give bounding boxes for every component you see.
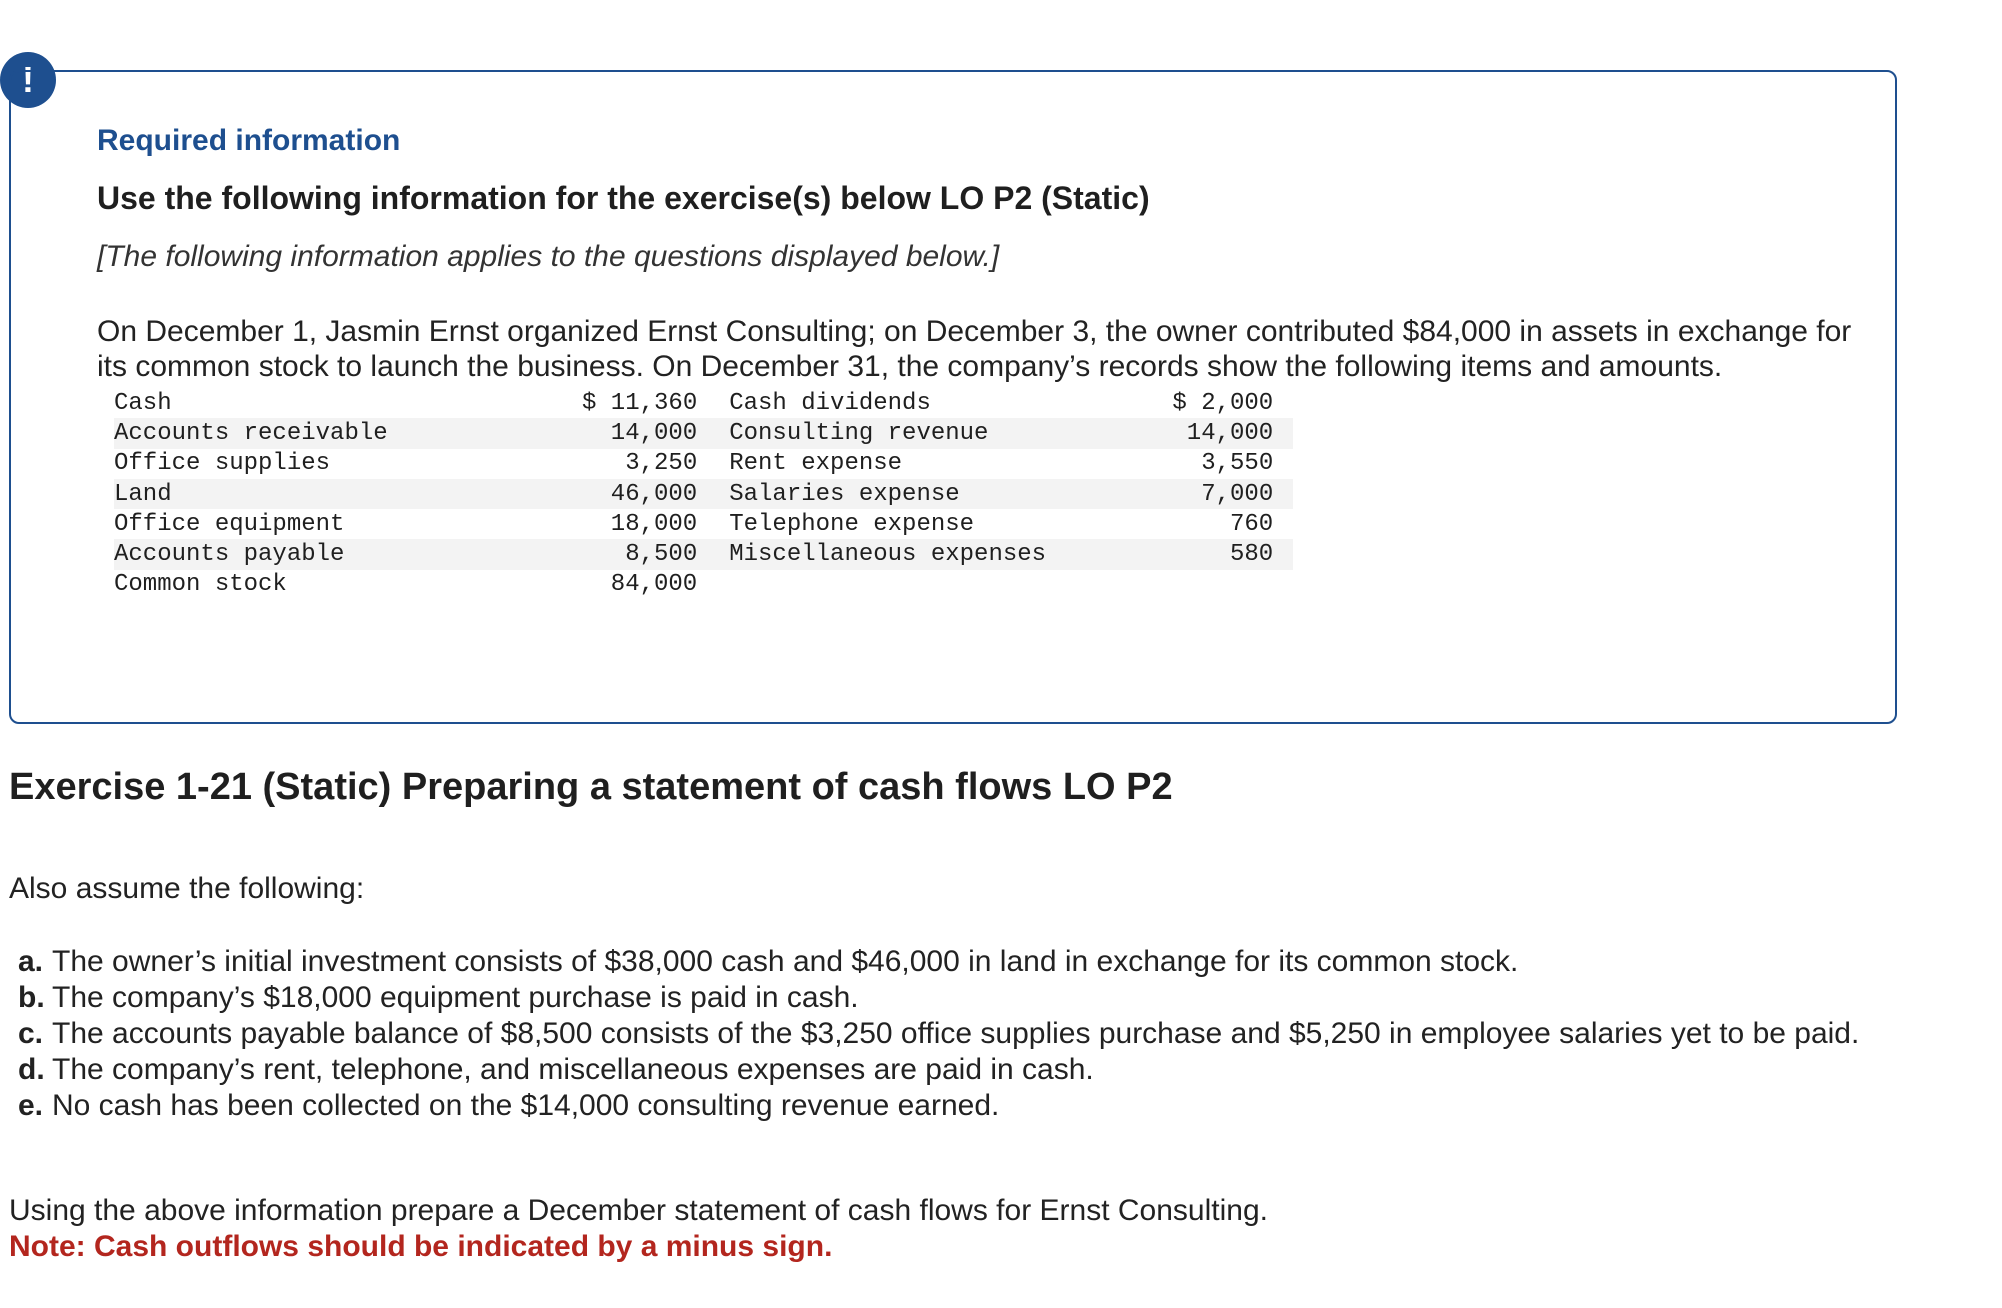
- right-account-amount: [1169, 570, 1273, 600]
- right-account-name: [729, 570, 1169, 600]
- right-account-name: Rent expense: [729, 450, 903, 478]
- applies-note: [The following information applies to the questions displayed below.]: [97, 240, 1000, 273]
- table-row: [114, 449, 1293, 479]
- list-item: [18, 1088, 1898, 1124]
- list-item: [18, 944, 1898, 980]
- left-account-name: Common stock: [114, 571, 287, 599]
- table-row: [114, 479, 1293, 509]
- list-item: [18, 1052, 1898, 1088]
- right-account-name: Telephone expense: [729, 510, 975, 538]
- intro-paragraph: On December 1, Jasmin Ernst organized Ernst Consulting; on December 3, the owner contributed $84,000 in assets in exchange for its common stock to launch the business. On December 31, the company’s records show the following items and amounts.: [97, 315, 1852, 383]
- right-account-amount: 7,000: [1169, 479, 1273, 509]
- left-account-amount: 46,000: [582, 479, 697, 509]
- table-row: [114, 539, 1293, 569]
- assumption-letter: e.: [18, 1089, 44, 1122]
- table-row: [114, 418, 1293, 448]
- list-item: [18, 1016, 1898, 1052]
- left-account-amount: 84,000: [610, 571, 698, 599]
- assumption-letter: a.: [18, 945, 44, 978]
- left-account-name: Accounts receivable: [114, 418, 582, 448]
- table-row: [114, 509, 1293, 539]
- alert-icon: !: [0, 52, 56, 108]
- use-following-information-title: Use the following information for the exercise(s) below LO P2 (Static): [97, 180, 1150, 216]
- note-text: Note: Cash outflows should be indicated by a minus sign.: [9, 1230, 833, 1263]
- left-account-name: Office supplies: [114, 450, 331, 478]
- left-account-amount: 14,000: [582, 418, 697, 448]
- assume-intro: Also assume the following:: [9, 872, 365, 905]
- left-account-name: Cash: [114, 389, 172, 417]
- left-account-amount: 18,000: [610, 510, 698, 538]
- instruction-text: Using the above information prepare a December statement of cash flows for Ernst Consulting.: [9, 1194, 1268, 1227]
- assumption-letter: b.: [18, 981, 45, 1014]
- right-account-name: Consulting revenue: [729, 418, 1169, 448]
- assumption-text: The company’s $18,000 equipment purchase is paid in cash.: [52, 981, 859, 1014]
- assumption-letter: c.: [18, 1017, 44, 1050]
- right-account-name: Miscellaneous expenses: [729, 539, 1169, 569]
- assumption-text: The company’s rent, telephone, and miscellaneous expenses are paid in cash.: [52, 1053, 1094, 1086]
- left-account-amount: $ 11,360: [582, 389, 698, 417]
- assumption-text: The owner’s initial investment consists of $38,000 cash and $46,000 in land in exchange for its common stock.: [52, 945, 1519, 978]
- left-account-name: Accounts payable: [114, 539, 582, 569]
- left-account-name: Land: [114, 479, 582, 509]
- list-item: [18, 980, 1898, 1016]
- right-account-amount: 580: [1169, 539, 1273, 569]
- right-account-amount: 14,000: [1169, 418, 1273, 448]
- exercise-title: Exercise 1-21 (Static) Preparing a statement of cash flows LO P2: [9, 766, 1173, 808]
- table-row: [114, 570, 1293, 600]
- right-account-amount: 760: [1230, 510, 1274, 538]
- assumption-text: No cash has been collected on the $14,000 consulting revenue earned.: [52, 1089, 1000, 1122]
- right-account-amount: 3,550: [1201, 450, 1274, 478]
- right-account-name: Salaries expense: [729, 479, 1169, 509]
- account-balances-table: [114, 388, 1293, 600]
- assumption-letter: d.: [18, 1053, 45, 1086]
- left-account-amount: 3,250: [625, 450, 698, 478]
- required-information-title: Required information: [97, 124, 401, 157]
- right-account-name: Cash dividends: [729, 389, 931, 417]
- table-row: [114, 388, 1293, 418]
- left-account-amount: 8,500: [582, 539, 697, 569]
- right-account-amount: $ 2,000: [1172, 389, 1274, 417]
- assumptions-list: [18, 944, 1898, 1124]
- left-account-name: Office equipment: [114, 510, 345, 538]
- assumption-text: The accounts payable balance of $8,500 consists of the $3,250 office supplies purchase and $5,250 in employee salaries yet to be paid.: [52, 1017, 1860, 1050]
